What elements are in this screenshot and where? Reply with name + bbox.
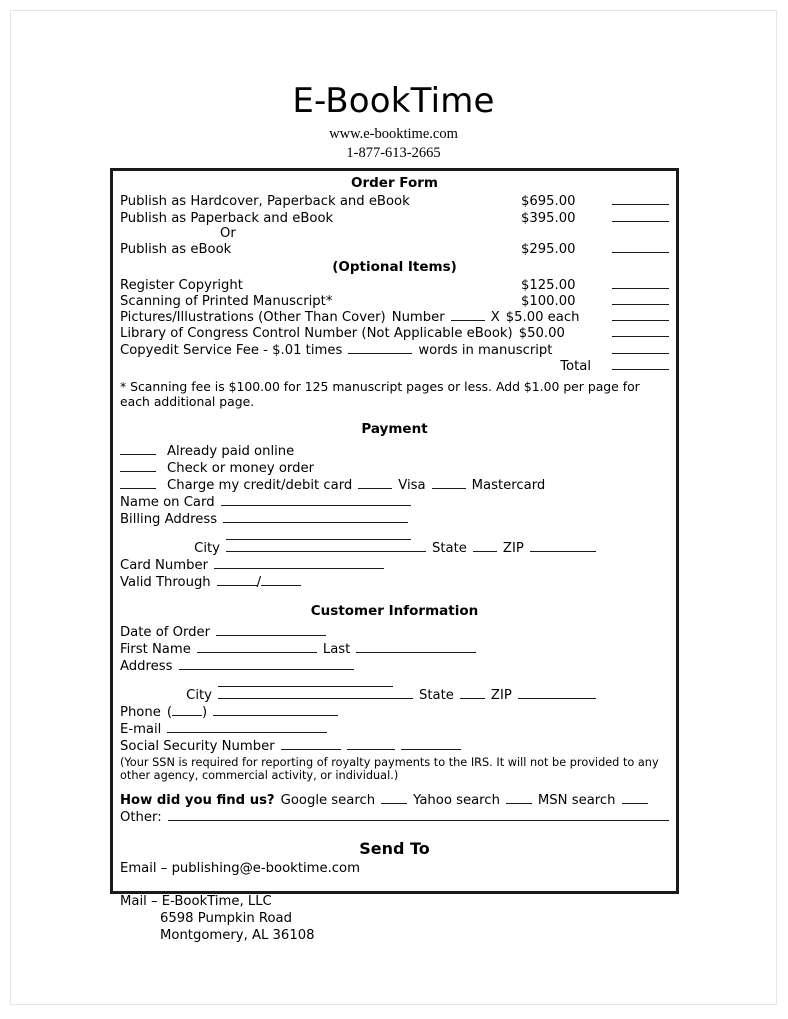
payment-option-label: Check or money order — [167, 461, 314, 476]
first-name-label: First Name — [120, 641, 191, 657]
or-separator-label: Or — [220, 225, 236, 241]
send-to-city-state-zip: Montgomery, AL 36108 — [160, 928, 315, 944]
pictures-times-symbol: X — [490, 310, 500, 326]
order-item-price: $695.00 — [521, 194, 576, 210]
visa-label: Visa — [398, 478, 426, 494]
pictures-label: Pictures/Illustrations (Other Than Cover) — [120, 310, 386, 326]
billing-city-field[interactable] — [226, 540, 426, 552]
valid-through-month-field[interactable] — [217, 574, 257, 586]
ssn-field-part2[interactable] — [347, 738, 395, 750]
billing-zip-field[interactable] — [530, 540, 596, 552]
phone-number-field[interactable] — [213, 704, 338, 716]
source-label-google: Google search — [280, 792, 376, 808]
billing-address-row-2 — [120, 528, 669, 540]
payment-option-row[interactable] — [120, 443, 669, 460]
name-on-card-row — [120, 494, 669, 511]
how-did-you-find-us-row — [120, 792, 669, 809]
card-number-field[interactable] — [214, 557, 384, 569]
pictures-illustrations-row — [120, 309, 669, 325]
date-of-order-field[interactable] — [216, 624, 326, 636]
valid-through-year-field[interactable] — [261, 574, 301, 586]
company-name: E-BookTime — [292, 81, 495, 121]
billing-address-row — [120, 511, 669, 528]
name-on-card-label: Name on Card — [120, 495, 215, 511]
company-phone: 1-877-613-2665 — [346, 144, 441, 161]
payment-option-checkbox[interactable] — [120, 477, 156, 489]
mastercard-label: Mastercard — [471, 478, 546, 494]
card-number-label: Card Number — [120, 557, 209, 573]
valid-through-separator: / — [256, 575, 262, 590]
customer-address-row-2 — [120, 675, 669, 687]
valid-through-row — [120, 574, 669, 591]
visa-checkbox[interactable] — [358, 477, 392, 489]
ssn-row — [120, 738, 669, 755]
name-on-card-field[interactable] — [221, 494, 411, 506]
optional-item-price: $125.00 — [521, 277, 576, 293]
payment-block — [120, 443, 669, 591]
order-form-title: Order Form — [351, 175, 438, 191]
send-to-title: Send To — [359, 839, 430, 859]
other-source-field[interactable] — [168, 809, 669, 821]
customer-zip-field[interactable] — [518, 687, 596, 699]
order-item-row — [120, 210, 669, 226]
last-name-field[interactable] — [356, 641, 476, 653]
customer-address-label: Address — [120, 658, 173, 674]
pictures-number-label: Number — [391, 310, 445, 326]
other-source-row — [120, 809, 669, 826]
total-label: Total — [560, 359, 591, 374]
optional-items-title: (Optional Items) — [332, 258, 457, 275]
billing-address-field-line2[interactable] — [226, 528, 411, 540]
order-item-label: Publish as Hardcover, Paperback and eBook — [120, 194, 410, 210]
phone-open-paren: ( — [166, 704, 173, 720]
loc-price: $50.00 — [518, 326, 565, 342]
phone-close-paren: ) — [202, 704, 208, 720]
total-amount-field[interactable] — [607, 358, 669, 370]
order-item-label: Publish as Paperback and eBook — [120, 210, 334, 226]
valid-through-label: Valid Through — [120, 575, 211, 590]
charge-card-label: Charge my credit/debit card — [167, 478, 353, 494]
customer-information-block — [120, 624, 669, 783]
order-item-row — [120, 194, 669, 210]
order-item-amount-field[interactable] — [607, 241, 669, 253]
copyedit-wordcount-field[interactable] — [348, 342, 412, 354]
phone-area-code-field[interactable] — [172, 704, 202, 716]
send-to-street: 6598 Pumpkin Road — [160, 911, 292, 927]
date-of-order-label: Date of Order — [120, 624, 211, 640]
send-to-mail-line: Mail – E-BookTime, LLC — [120, 894, 272, 910]
email-row — [120, 721, 669, 738]
customer-address-field[interactable] — [179, 658, 354, 670]
card-number-row — [120, 557, 669, 574]
phone-label: Phone — [120, 704, 161, 720]
order-item-amount-field[interactable] — [607, 210, 669, 222]
customer-state-field[interactable] — [460, 687, 485, 699]
customer-address-row — [120, 658, 669, 675]
optional-item-label: Register Copyright — [120, 277, 243, 293]
email-field[interactable] — [167, 721, 327, 733]
order-item-row-ebook — [120, 241, 669, 257]
customer-information-title: Customer Information — [310, 603, 479, 620]
order-item-price: $395.00 — [521, 210, 576, 226]
source-checkbox-google[interactable] — [381, 792, 407, 804]
payment-option-checkbox[interactable] — [120, 460, 156, 472]
order-item-price: $295.00 — [521, 242, 576, 258]
billing-address-label: Billing Address — [120, 512, 218, 528]
optional-item-row — [120, 277, 669, 293]
pictures-rate: $5.00 each — [505, 310, 580, 326]
ssn-field-part3[interactable] — [401, 738, 461, 750]
order-form-box — [110, 168, 679, 944]
payment-option-checkbox[interactable] — [120, 443, 156, 455]
copyedit-prefix-label: Copyedit Service Fee - $.01 times — [120, 342, 343, 358]
payment-option-row[interactable] — [120, 460, 669, 477]
company-website: www.e-booktime.com — [329, 126, 458, 143]
pictures-number-field[interactable] — [451, 309, 485, 321]
total-row — [120, 358, 669, 375]
date-of-order-row — [120, 624, 669, 641]
mastercard-checkbox[interactable] — [432, 477, 466, 489]
billing-city-label: City — [194, 540, 220, 556]
billing-state-field[interactable] — [473, 540, 497, 552]
first-name-field[interactable] — [197, 641, 317, 653]
phone-row — [120, 704, 669, 721]
loc-label: Library of Congress Control Number (Not Applicable eBook) — [120, 326, 513, 342]
billing-state-label: State — [432, 540, 467, 556]
customer-zip-label: ZIP — [490, 687, 512, 703]
customer-city-state-zip-row — [120, 687, 669, 704]
letterhead — [11, 11, 776, 162]
send-to-email-line: Email – publishing@e-booktime.com — [120, 861, 360, 877]
copyedit-amount-field[interactable] — [607, 342, 669, 354]
customer-address-field-line2[interactable] — [218, 675, 393, 687]
scanning-fee-footnote: * Scanning fee is $100.00 for 125 manuscript pages or less. Add $1.00 per page for each additional page. — [120, 379, 640, 410]
copyedit-row — [120, 342, 669, 358]
source-checkbox-msn[interactable] — [622, 792, 648, 804]
optional-item-row — [120, 293, 669, 309]
ssn-disclaimer: (Your SSN is required for reporting of royalty payments to the IRS. It will not be provided to any other agency, commercial activity, or individual.) — [120, 755, 659, 783]
optional-item-amount-field[interactable] — [607, 293, 669, 305]
optional-item-amount-field[interactable] — [607, 277, 669, 289]
loc-amount-field[interactable] — [607, 326, 669, 338]
last-name-label: Last — [322, 641, 351, 657]
document-page — [10, 10, 777, 1005]
billing-city-state-zip-row — [120, 540, 669, 557]
email-label: E-mail — [120, 721, 162, 737]
other-source-label: Other: — [120, 809, 162, 825]
ssn-label: Social Security Number — [120, 738, 275, 754]
how-did-you-find-us-question: How did you find us? — [120, 792, 275, 808]
source-label-yahoo: Yahoo search — [413, 792, 500, 808]
name-row — [120, 641, 669, 658]
optional-item-label: Scanning of Printed Manuscript* — [120, 294, 333, 310]
source-label-msn: MSN search — [537, 792, 616, 808]
ssn-field-part1[interactable] — [281, 738, 341, 750]
copyedit-suffix-label: words in manuscript — [418, 342, 553, 358]
payment-title: Payment — [361, 421, 428, 438]
customer-city-field[interactable] — [218, 687, 413, 699]
source-checkbox-yahoo[interactable] — [506, 792, 532, 804]
customer-city-label: City — [186, 687, 212, 703]
billing-zip-label: ZIP — [502, 540, 524, 556]
optional-item-price: $100.00 — [521, 294, 576, 310]
billing-address-field[interactable] — [223, 511, 408, 523]
pictures-amount-field[interactable] — [607, 309, 669, 321]
order-item-amount-field[interactable] — [607, 194, 669, 206]
payment-option-row-card[interactable] — [120, 477, 669, 494]
order-item-label: Publish as eBook — [120, 242, 232, 258]
customer-state-label: State — [419, 687, 454, 703]
payment-option-label: Already paid online — [167, 443, 295, 459]
library-of-congress-row — [120, 326, 669, 342]
